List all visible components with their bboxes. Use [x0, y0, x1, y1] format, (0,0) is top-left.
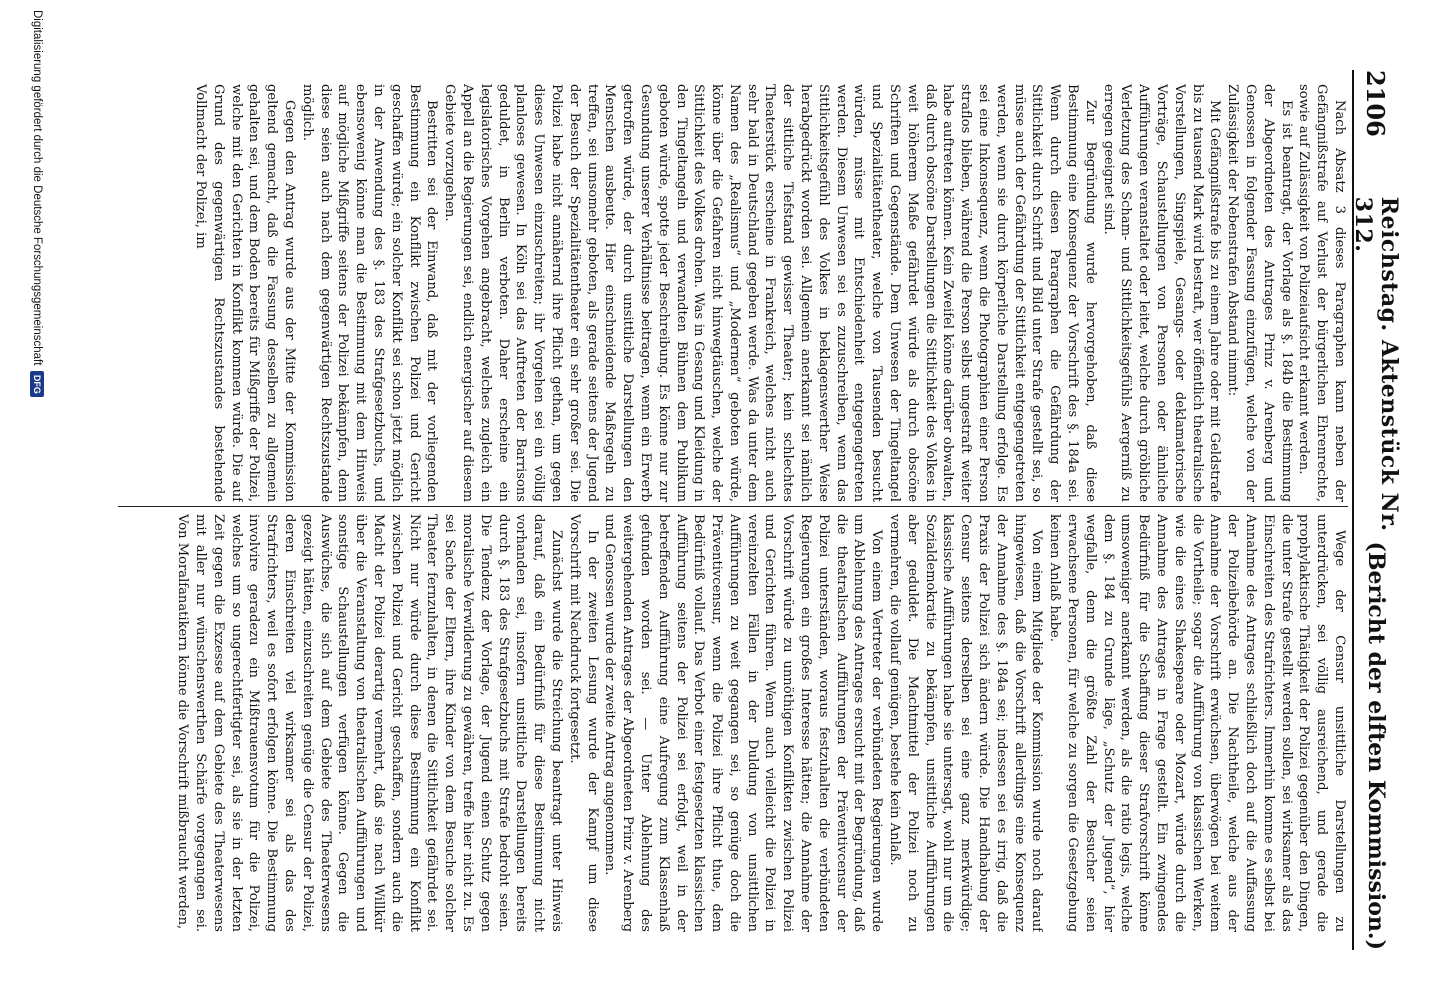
page-number: 2106	[1361, 70, 1391, 137]
section-title: (Bericht der elften Kommission.)	[1363, 541, 1389, 950]
dfg-logo: DFG	[30, 371, 44, 397]
paragraph: Mit Gefängnißstrafe bis zu einem Jahre oder mit Geldstrafe bis zu tausend Mark wird bestraft, wer öffentlich theatralische Vorstellungen, Singspiele, Gesangs- oder deklamatorische Vorträge, Schaustellungen von Personen oder ähnliche Aufführungen veranstaltet oder leitet, welche durch gröbliche Verletzung des Scham- und Sittlichkeitsgefühls Aergerniß zu erregen geeignet sind.	[1100, 84, 1223, 502]
right-text-column	[118, 514, 1348, 932]
paragraph: Von einem Vertreter der verbündeten Regierungen wurde um Ablehnung des Antrages ersucht mit der Begründung, daß die theatralischen Aufführungen der Präventivcensur der Polizei unterständen, woraus festzuhalten die verbündeten Regierungen ein großes Interesse hätten; die Annahme der Vorschrift würde zu unnöthigen Konflikten zwischen Polizei und Gerichten führen. Wenn auch vielleicht die Polizei in vereinzelten Fällen in der Duldung von unsittlichen Aufführungen zu weit gegangen sei, so genüge doch die Präventivcensur, wenn die Polizei ihre Pflicht thue, dem Bedürfniß vollauf. Das Verbot einer festgesetzten klassischen Aufführung seitens der Polizei sei erfolgt, weil in der betreffenden Aufführung eine Aufregung zum Klassenhaß gefunden worden sei. — Unter Ablehnung des weitergehenden Antrages der Abgeordneten Prinz v. Arenberg und Genossen wurde der zweite Antrag angenommen.	[602, 514, 885, 932]
page-header	[1350, 70, 1402, 950]
header-rule	[1352, 70, 1354, 950]
paragraph: Bestritten sei der Einwand, daß mit der vorliegenden Bestimmung ein Konflikt zwischen Polizei und Gericht geschaffen würde; ein solcher Konflikt sei schon jetzt möglich in der Anwendung des §. 183 des Strafgesetzbuchs, und ebensowenig könne man die Bestimmung mit dem Hinweis auf mögliche Mißgriffe seitens der Polizei bekämpfen, denn diese seien auch nach dem gegenwärtigen Rechtszustande möglich.	[299, 84, 440, 502]
digitization-credit	[30, 10, 44, 910]
paragraph: Gegen den Antrag wurde aus der Mitte der Kommission geltend gemacht, daß die Fassung desselben zu allgemein gehalten sei, und dem Boden bereits für Mißgriffe der Polizei, welche mit den Gerichten in Konflikt kommen würde. Die auf Grund des gegenwärtigen Rechtszustandes bestehende Vollmacht der Polizei, im	[193, 84, 297, 502]
paragraph: Es ist beantragt, der Vorlage als §. 184b die Bestimmung der Abgeordneten des Antrages Prinz v. Arenberg und Genossen in folgender Fassung einzufügen, welche von der Zulässigkeit der Nebenstrafen Abstand nimmt:	[1225, 84, 1294, 502]
left-text-column	[118, 84, 1348, 502]
paragraph: Von einem Mitgliede der Kommission wurde noch darauf hingewiesen, daß die Vorschrift allerdings eine Konsequenz der Annahme des §. 184a sei; indessen sei es irrig, daß die Praxis der Polizei sich ändern würde. Die Handhabung der Censur seitens derselben sei eine ganz merkwürdige; klassische Aufführungen habe sie untersagt, wohl nur um die Sozialdemokratie zu bekämpfen, unsittliche Aufführungen aber geduldet. Die Machtmittel der Polizei noch zu vermehren, die vollauf genügen, bestehe kein Anlaß.	[887, 514, 1045, 932]
paragraph: Zur Begründung wurde hervorgehoben, daß diese Bestimmung eine Konsequenz der Vorschrift des §. 184a sei. Wenn durch diesen Paragraphen die Gefährdung der Sittlichkeit durch Schrift und Bild unter Strafe gestellt sei, so müsse auch der Gefährdung der Sittlichkeit entgegengetreten werden, wenn sie durch körperliche Darstellung erfolge. Es sei eine Inkonsequenz, wenn die Photographien einer Person straflos blieben, während die Person selbst ungestraft weiter habe auftreten können. Kein Zweifel könne darüber obwalten, daß durch obscöne Darstellungen die Sittlichkeit des Volkes in weit höherem Maße gefährdet würde als durch obscöne Schriften und Gegenstände. Dem Unwesen der Tingeltangel und Spezialitätentheater, welche von Tausenden besucht würden, müsse mit Entschiedenheit entgegengetreten werden. Diesem Unwesen sei es zuzuschreiben, wenn das Sittlichkeitsgefühl des Volkes in beklagenswerther Weise herabgedrückt worden sei. Allgemein anerkannt sei nämlich der sittliche Tiefstand gewisser Theater; kein schlechtes Theaterstück erscheine in Frankreich, welches nicht auch sehr bald in Deutschland gegeben werde. Was da unter dem Namen des „Realismus“ und „Modernen“ geboten würde, könne über die Gefahren nicht hinwegtäuschen, welche der Sittlichkeit des Volkes drohen. Was in Gesang und Kleidung in den Tingeltangeln und verwandten Bühnen dem Publikum geboten würde, spotte jeder Beschreibung. Es könne nur zur Gesundung unserer Verhältnisse beitragen, wenn ein Erwerb getroffen würde, der durch unsittliche Darstellungen den Menschen ausbeute. Hier einschneidende Maßregeln zu treffen, sei umsomehr geboten, als gerade seitens der Jugend der Besuch der Spezialitätentheater ein sehr großer sei. Die Polizei habe nicht annähernd ihre Pflicht gethan, um gegen dieses Unwesen einzuschreiten; ihr Vorgehen sei ein völlig planloses gewesen. In Köln sei das Auftreten der Barrisons geduldet, in Berlin verboten. Daher erscheine ein legislatorisches Vorgehen angebracht, welches zugleich ein Appell an die Regierungen sei, endlich energischer auf diesem Gebiete vorzugehen.	[442, 84, 1098, 502]
paragraph: Wege der Censur unsittliche Darstellungen zu unterdrücken, sei völlig ausreichend, und gerade die prophylaktische Thätigkeit der Polizei gegenüber den Dingen, die unter Strafe gestellt werden sollen, sei wirksamer als das Einschreiten des Strafrichters. Immerhin komme es selbst bei Annahme des Antrages schließlich doch auf die Auffassung der Polizeibehörde an. Die Nachtheile, welche aus der Annahme der Vorschrift erwüchsen, überwögen bei weitem die Vortheile; sogar die Aufführung von klassischen Werken, wie die eines Shakespeare oder Mozart, würde durch die Annahme des Antrages in Frage gestellt. Ein zwingendes Bedürfniß für die Schaffung dieser Strafvorschrift könne umsoweniger anerkannt werden, als die ratio legis, welche dem §. 184 zu Grunde läge, „Schutz der Jugend“, hier wegfalle, denn die größte Zahl der Besucher seien erwachsene Personen, für welche zu sorgen die Gesetzgebung keinen Anlaß habe.	[1047, 514, 1347, 932]
paragraph: Nach Absatz 3 dieses Paragraphen kann neben der Gefängnißstrafe auf Verlust der bürgerlichen Ehrenrechte, sowie auf Zulässigkeit von Polizeiaufsicht erkannt werden.	[1296, 84, 1347, 502]
paragraph: In der zweiten Lesung wurde der Kampf um diese Vorschrift mit Nachdruck fortgesetzt.	[566, 514, 600, 932]
credit-text: Digitalisierung gefördert durch die Deutsche Forschungsgemeinschaft	[31, 10, 43, 366]
column-divider	[118, 506, 1348, 507]
paragraph: Zunächst wurde die Streichung beantragt unter Hinweis darauf, daß ein Bedürfniß für diese Bestimmung nicht vorhanden sei, insofern unsittliche Darstellungen bereits durch §. 183 des Strafgesetzbuchs mit Strafe bedroht seien. Die Tendenz der Vorlage, der Jugend einen Schutz gegen moralische Verwilderung zu gewähren, treffe hier nicht zu. Es sei Sache der Eltern, ihre Kinder von dem Besuche solcher Theater fernzuhalten, in denen die Sittlichkeit gefährdet sei. Nicht nur würde durch diese Bestimmung ein Konflikt zwischen Polizei und Gericht geschaffen, sondern auch die Macht der Polizei derartig vermehrt, daß sie nach Willkür über die Veranstaltung von theatralischen Aufführungen und sonstige Schaustellungen verfügen könne. Gegen die Auswüchse, die sich auf dem Gebiete des Theaterwesens gezeigt hätten, einzuschreiten genüge die Censur der Polizei, deren Einschreiten viel wirksamer sei als das des Strafrichters, weil es sofort erfolgen könne. Die Bestimmung involvire geradezu ein Mißtrauensvotum für die Polizei, welches um so ungerechtfertigter sei, als sie in der letzten Zeit gegen die Exzesse auf dem Gebiete des Theaterwesens mit aller nur wünschenswerthen Schärfe vorgegangen sei. Von Moralfanatikern könne die Vorschrift mißbraucht werden,	[175, 514, 564, 932]
running-title: Reichstag. Aktenstück Nr. 312.	[1350, 196, 1402, 532]
